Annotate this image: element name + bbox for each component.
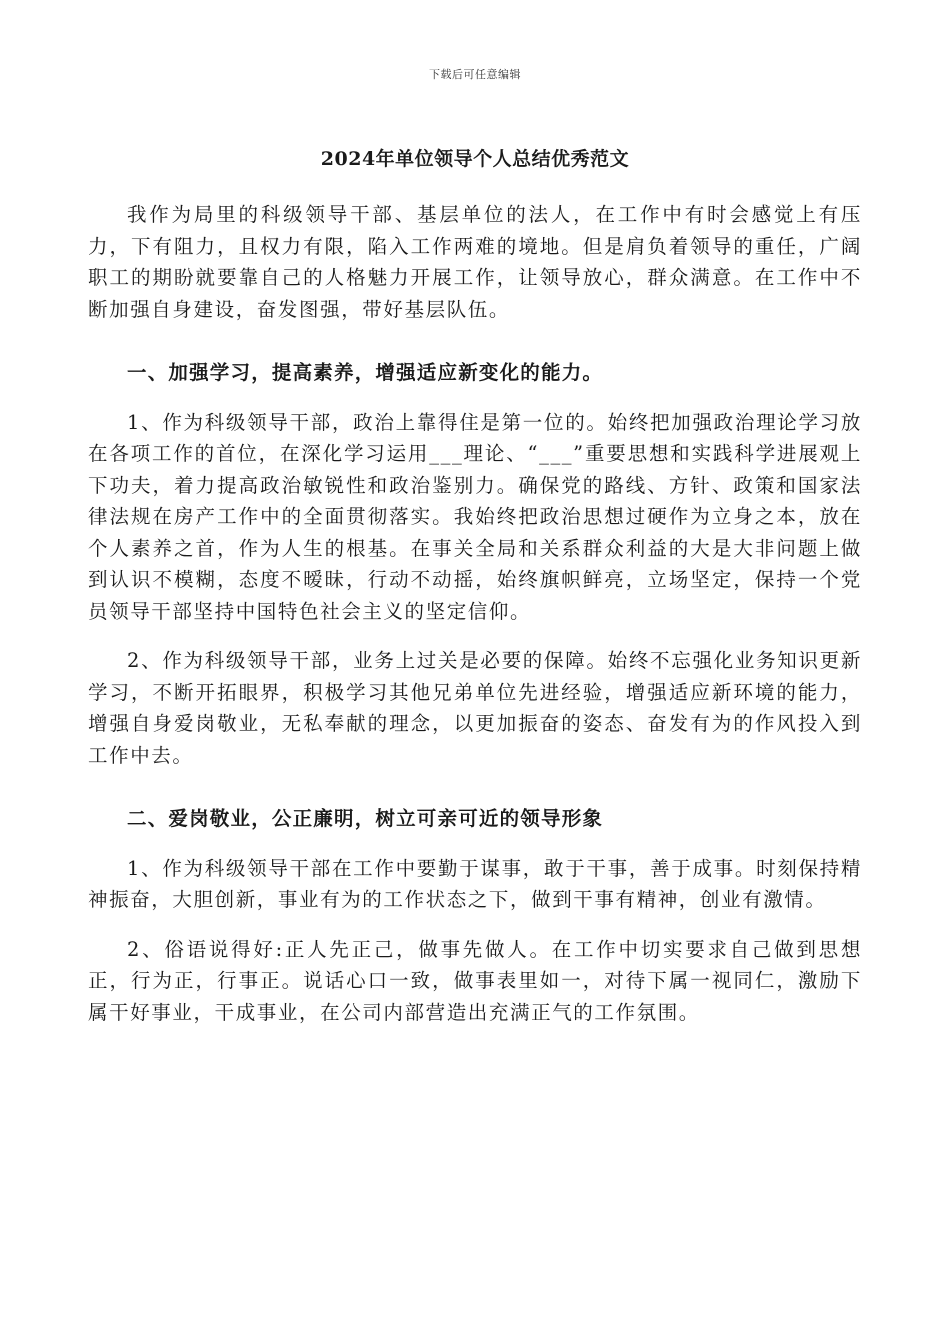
document-title: 2024年单位领导个人总结优秀范文: [320, 148, 630, 170]
section-1: [88, 343, 862, 771]
section-2: [88, 789, 862, 1028]
section-paragraph: 1、作为科级领导干部在工作中要勤于谋事，敢于干事，善于成事。时刻保持精神振奋，大胆创新，事业有为的工作状态之下，做到干事有精神，创业有激情。: [88, 856, 862, 911]
section-heading: 二、爱岗敬业，公正廉明，树立可亲可近的领导形象: [127, 807, 604, 830]
header-note: 下载后可任意编辑: [429, 68, 521, 81]
section-heading: 一、加强学习，提高素养，增强适应新变化的能力。: [127, 361, 604, 384]
section-paragraph: 1、作为科级领导干部，政治上靠得住是第一位的。始终把加强政治理论学习放在各项工作的首位，在深化学习运用___理论、“___”重要思想和实践科学进展观上下功夫，着力提高政治敏锐性和政治鉴别力。确保党的路线、方针、政策和国家法律法规在房产工作中的全面贯彻落实。我始终把政治思想过硬作为立身之本，放在个人素养之首，作为人生的根基。在事关全局和关系群众利益的大是大非问题上做到认识不模糊，态度不暧昧，行动不动摇，始终旗帜鲜亮，立场坚定，保持一个党员领导干部坚持中国特色社会主义的坚定信仰。: [88, 410, 862, 623]
document-body: [88, 199, 862, 1046]
section-paragraph: 2、俗语说得好:正人先正己，做事先做人。在工作中切实要求自己做到思想正，行为正，行事正。说话心口一致，做事表里如一，对待下属一视同仁，激励下属干好事业，干成事业，在公司内部营造出充满正气的工作氛围。: [88, 937, 862, 1024]
section-paragraph: 2、作为科级领导干部，业务上过关是必要的保障。始终不忘强化业务知识更新学习，不断开拓眼界，积极学习其他兄弟单位先进经验，增强适应新环境的能力，增强自身爱岗敬业，无私奉献的理念，以更加振奋的姿态、奋发有为的作风投入到工作中去。: [88, 649, 862, 767]
intro-paragraph: 我作为局里的科级领导干部、基层单位的法人，在工作中有时会感觉上有压力，下有阻力，且权力有限，陷入工作两难的境地。但是肩负着领导的重任，广阔职工的期盼就要靠自己的人格魅力开展工作，让领导放心，群众满意。在工作中不断加强自身建设，奋发图强，带好基层队伍。: [88, 203, 862, 321]
